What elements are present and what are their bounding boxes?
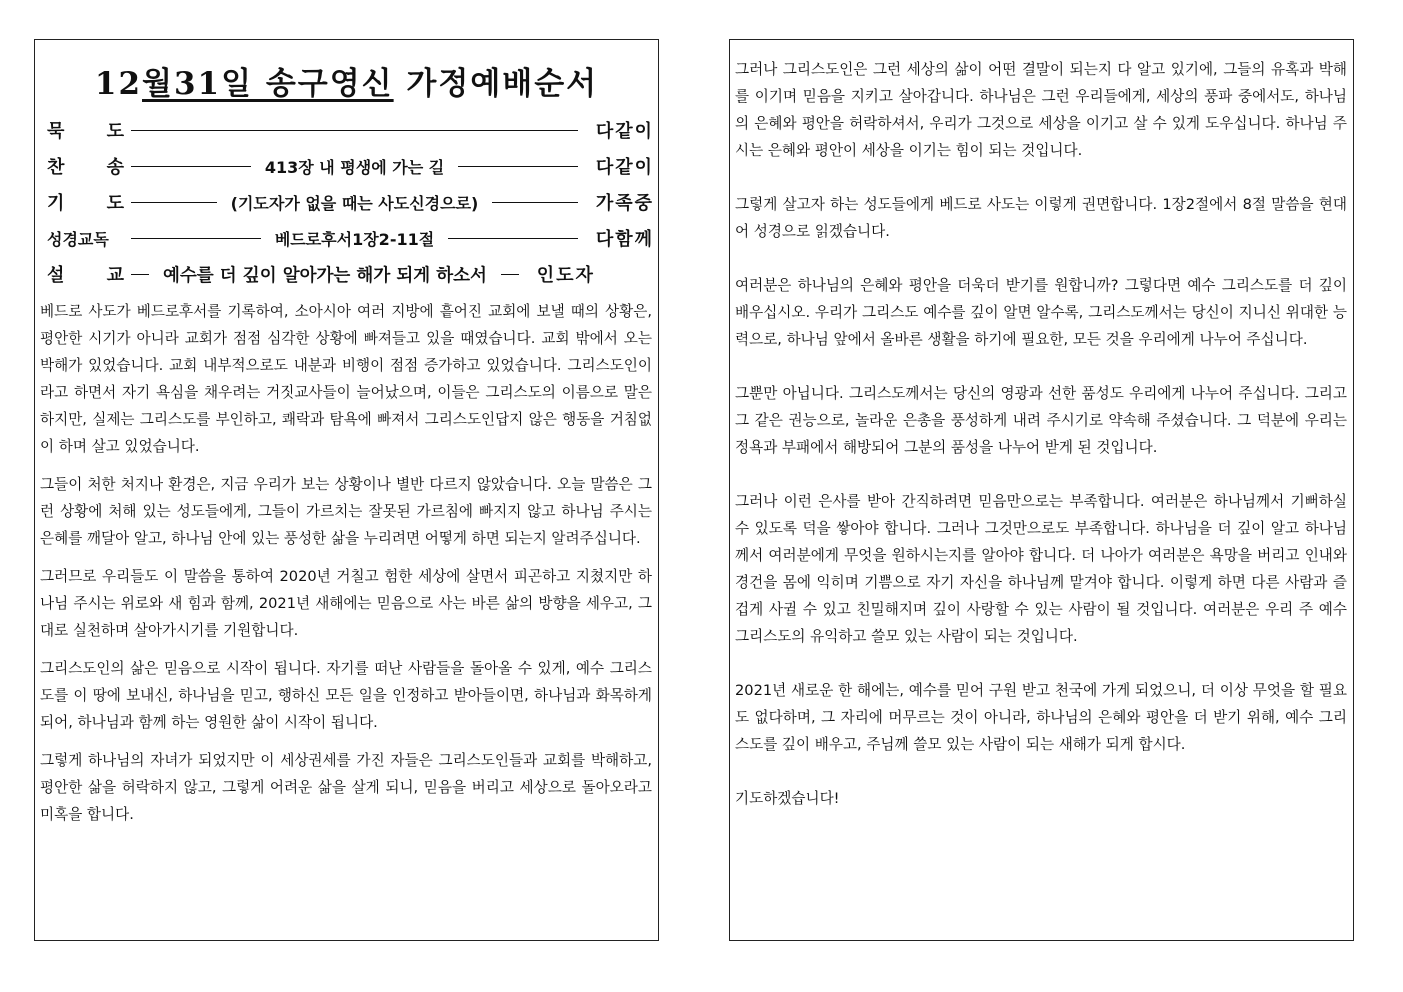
paragraph: 그러나 이런 은사를 받아 간직하려면 믿음만으로는 부족합니다. 여러분은 하나님께서 기뻐하실 수 있도록 덕을 쌓아야 합니다. 그러나 그것만으로도 부족합니다. 하나님을 더 깊이 알고 하나님께서 여러분에게 무엇을 원하시는지를 알아야 합니다. 더 나아가 여러분은 욕망을 버리고 인내와 경건을 몸에 익히며 기쁨으로 자기 자신을 하나님께 맡겨야 합니다. 이렇게 하면 다른 사람과 즐겁게 사귈 수 있고 친밀해지며 깊이 사랑할 수 있는 사람이 될 것입니다. 여러분은 우리 주 예수 그리스도의 유익하고 쓸모 있는 사람이 되는 것입니다. [735, 493, 1347, 645]
order-content: 베드로후서1장2-11절 [274, 229, 435, 249]
order-label: 묵 도 [47, 121, 143, 142]
left-body-text [35, 298, 658, 828]
order-leader-line [131, 274, 149, 275]
paragraph: 그들이 처한 처지나 환경은, 지금 우리가 보는 상황이나 별반 다르지 않았습니다. 오늘 말씀은 그런 상황에 처해 있는 성도들에게, 그들이 가르치는 잘못된 가르침에 빠지지 않고 하나님 주시는 은혜를 깨달아 알고, 하나님 안에 있는 풍성한 삶을 누리려면 어떻게 하면 되는지 알려주십니다. [40, 476, 652, 547]
title-rest: 가정예배순서 [406, 66, 599, 102]
title-date: 12 [94, 66, 143, 102]
right-page [729, 39, 1354, 941]
order-label: 기 도 [47, 193, 143, 214]
order-content: 예수를 더 깊이 알아가는 해가 되게 하소서 [163, 265, 487, 286]
closing-line: 기도하겠습니다! [735, 790, 840, 807]
order-leader-line [458, 166, 578, 167]
order-leader-line [131, 238, 261, 239]
paragraph: 그러므로 우리들도 이 말씀을 통하여 2020년 거칠고 험한 세상에 살면서 피곤하고 지쳤지만 하나님 주시는 위로와 새 힘과 함께, 2021년 새해에는 믿음으로 사는 바른 삶의 방향을 세우고, 그대로 실천하며 살아가시기를 기원합니다. [40, 568, 652, 639]
paragraph: 그러나 그리스도인은 그런 세상의 삶이 어떤 결말이 되는지 다 알고 있기에, 그들의 유혹과 박해를 이기며 믿음을 지키고 살아갑니다. 하나님은 그런 우리들에게, 세상의 풍파 중에서도, 하나님의 은혜와 평안을 허락하셔서, 우리가 그것으로 세상을 이기고 살 수 있게 도우십니다. 하나님 주시는 은혜와 평안이 세상을 이기는 힘이 되는 것입니다. [735, 61, 1347, 159]
order-leader-line [131, 166, 251, 167]
paragraph: 그렇게 하나님의 자녀가 되었지만 이 세상권세를 가진 자들은 그리스도인들과 교회를 박해하고, 평안한 삶을 허락하지 않고, 그렇게 어려운 삶을 살게 되니, 믿음을 버리고 세상으로 돌아오라고 미혹을 합니다. [40, 752, 652, 823]
order-label: 성경교독 [47, 229, 109, 249]
order-leader-line [492, 202, 578, 203]
order-leader-line [131, 202, 217, 203]
order-row-scripture [47, 220, 654, 256]
order-content: (기도자가 없을 때는 사도신경으로) [230, 193, 479, 213]
paragraph: 그뿐만 아닙니다. 그리스도께서는 당신의 영광과 선한 품성도 우리에게 나누어 주십니다. 그리고 그 같은 권능으로, 놀라운 은총을 풍성하게 내려 주시기로 약속해 주셨습니다. 그 덕분에 우리는 정욕과 부패에서 해방되어 그분의 품성을 나누어 받게 된 것입니다. [735, 385, 1347, 456]
title-underlined: 월31일 송구영신 [142, 66, 394, 102]
order-who: 인도자 [536, 265, 595, 286]
paragraph: 그렇게 살고자 하는 성도들에게 베드로 사도는 이렇게 권면합니다. 1장2절에서 8절 말씀을 현대어 성경으로 읽겠습니다. [735, 196, 1347, 240]
order-who: 다함께 [595, 229, 654, 250]
order-leader-line [501, 274, 519, 275]
order-row-hymn [47, 148, 654, 184]
right-body-text [730, 56, 1353, 812]
order-who: 다같이 [595, 121, 654, 142]
order-who: 다같이 [595, 157, 655, 178]
order-who: 가족중 [595, 193, 655, 214]
page-title [35, 64, 658, 104]
order-label: 설 교 [47, 265, 143, 286]
order-content: 413장 내 평생에 가는 길 [264, 157, 445, 177]
order-row-silent-prayer [47, 112, 654, 148]
order-leader-line [131, 130, 578, 131]
order-label: 찬 송 [47, 157, 143, 178]
order-leader-line [448, 238, 578, 239]
paragraph: 베드로 사도가 베드로후서를 기록하여, 소아시아 여러 지방에 흩어진 교회에 보낼 때의 상황은, 평안한 시기가 아니라 교회가 점점 심각한 상황에 빠져들고 있을 때였습니다. 교회 밖에서 오는 박해가 있었습니다. 교회 내부적으로도 내분과 비행이 점점 증가하고 있었습니다. 그리스도인이라고 하면서 자기 욕심을 채우려는 거짓교사들이 늘어났으며, 이들은 그리스도의 이름으로 말은 하지만, 실제는 그리스도를 부인하고, 쾌락과 탐욕에 빠져서 그리스도인답지 않은 행동을 거침없이 하며 살고 있었습니다. [40, 303, 652, 455]
paragraph: 그리스도인의 삶은 믿음으로 시작이 됩니다. 자기를 떠난 사람들을 돌아올 수 있게, 예수 그리스도를 이 땅에 보내신, 하나님을 믿고, 행하신 모든 일을 인정하고 받아들이면, 하나님과 화목하게 되어, 하나님과 함께 하는 영원한 삶이 시작이 됩니다. [40, 660, 652, 731]
order-row-sermon [47, 256, 654, 292]
order-row-prayer [47, 184, 654, 220]
paragraph: 여러분은 하나님의 은혜와 평안을 더욱더 받기를 원합니까? 그렇다면 예수 그리스도를 더 깊이 배우십시오. 우리가 그리스도 예수를 깊이 알면 알수록, 그리스도께서는 당신이 지니신 위대한 능력으로, 하나님 앞에서 올바른 생활을 하기에 필요한, 모든 것을 우리에게 나누어 주십니다. [735, 277, 1347, 348]
left-page [34, 39, 659, 941]
worship-order [35, 112, 658, 292]
paragraph: 2021년 새로운 한 해에는, 예수를 믿어 구원 받고 천국에 가게 되었으니, 더 이상 무엇을 할 필요도 없다하며, 그 자리에 머무르는 것이 아니라, 하나님의 은혜와 평안을 더 받기 위해, 예수 그리스도를 깊이 배우고, 주님께 쓸모 있는 사람이 되는 새해가 되게 합시다. [735, 682, 1347, 753]
